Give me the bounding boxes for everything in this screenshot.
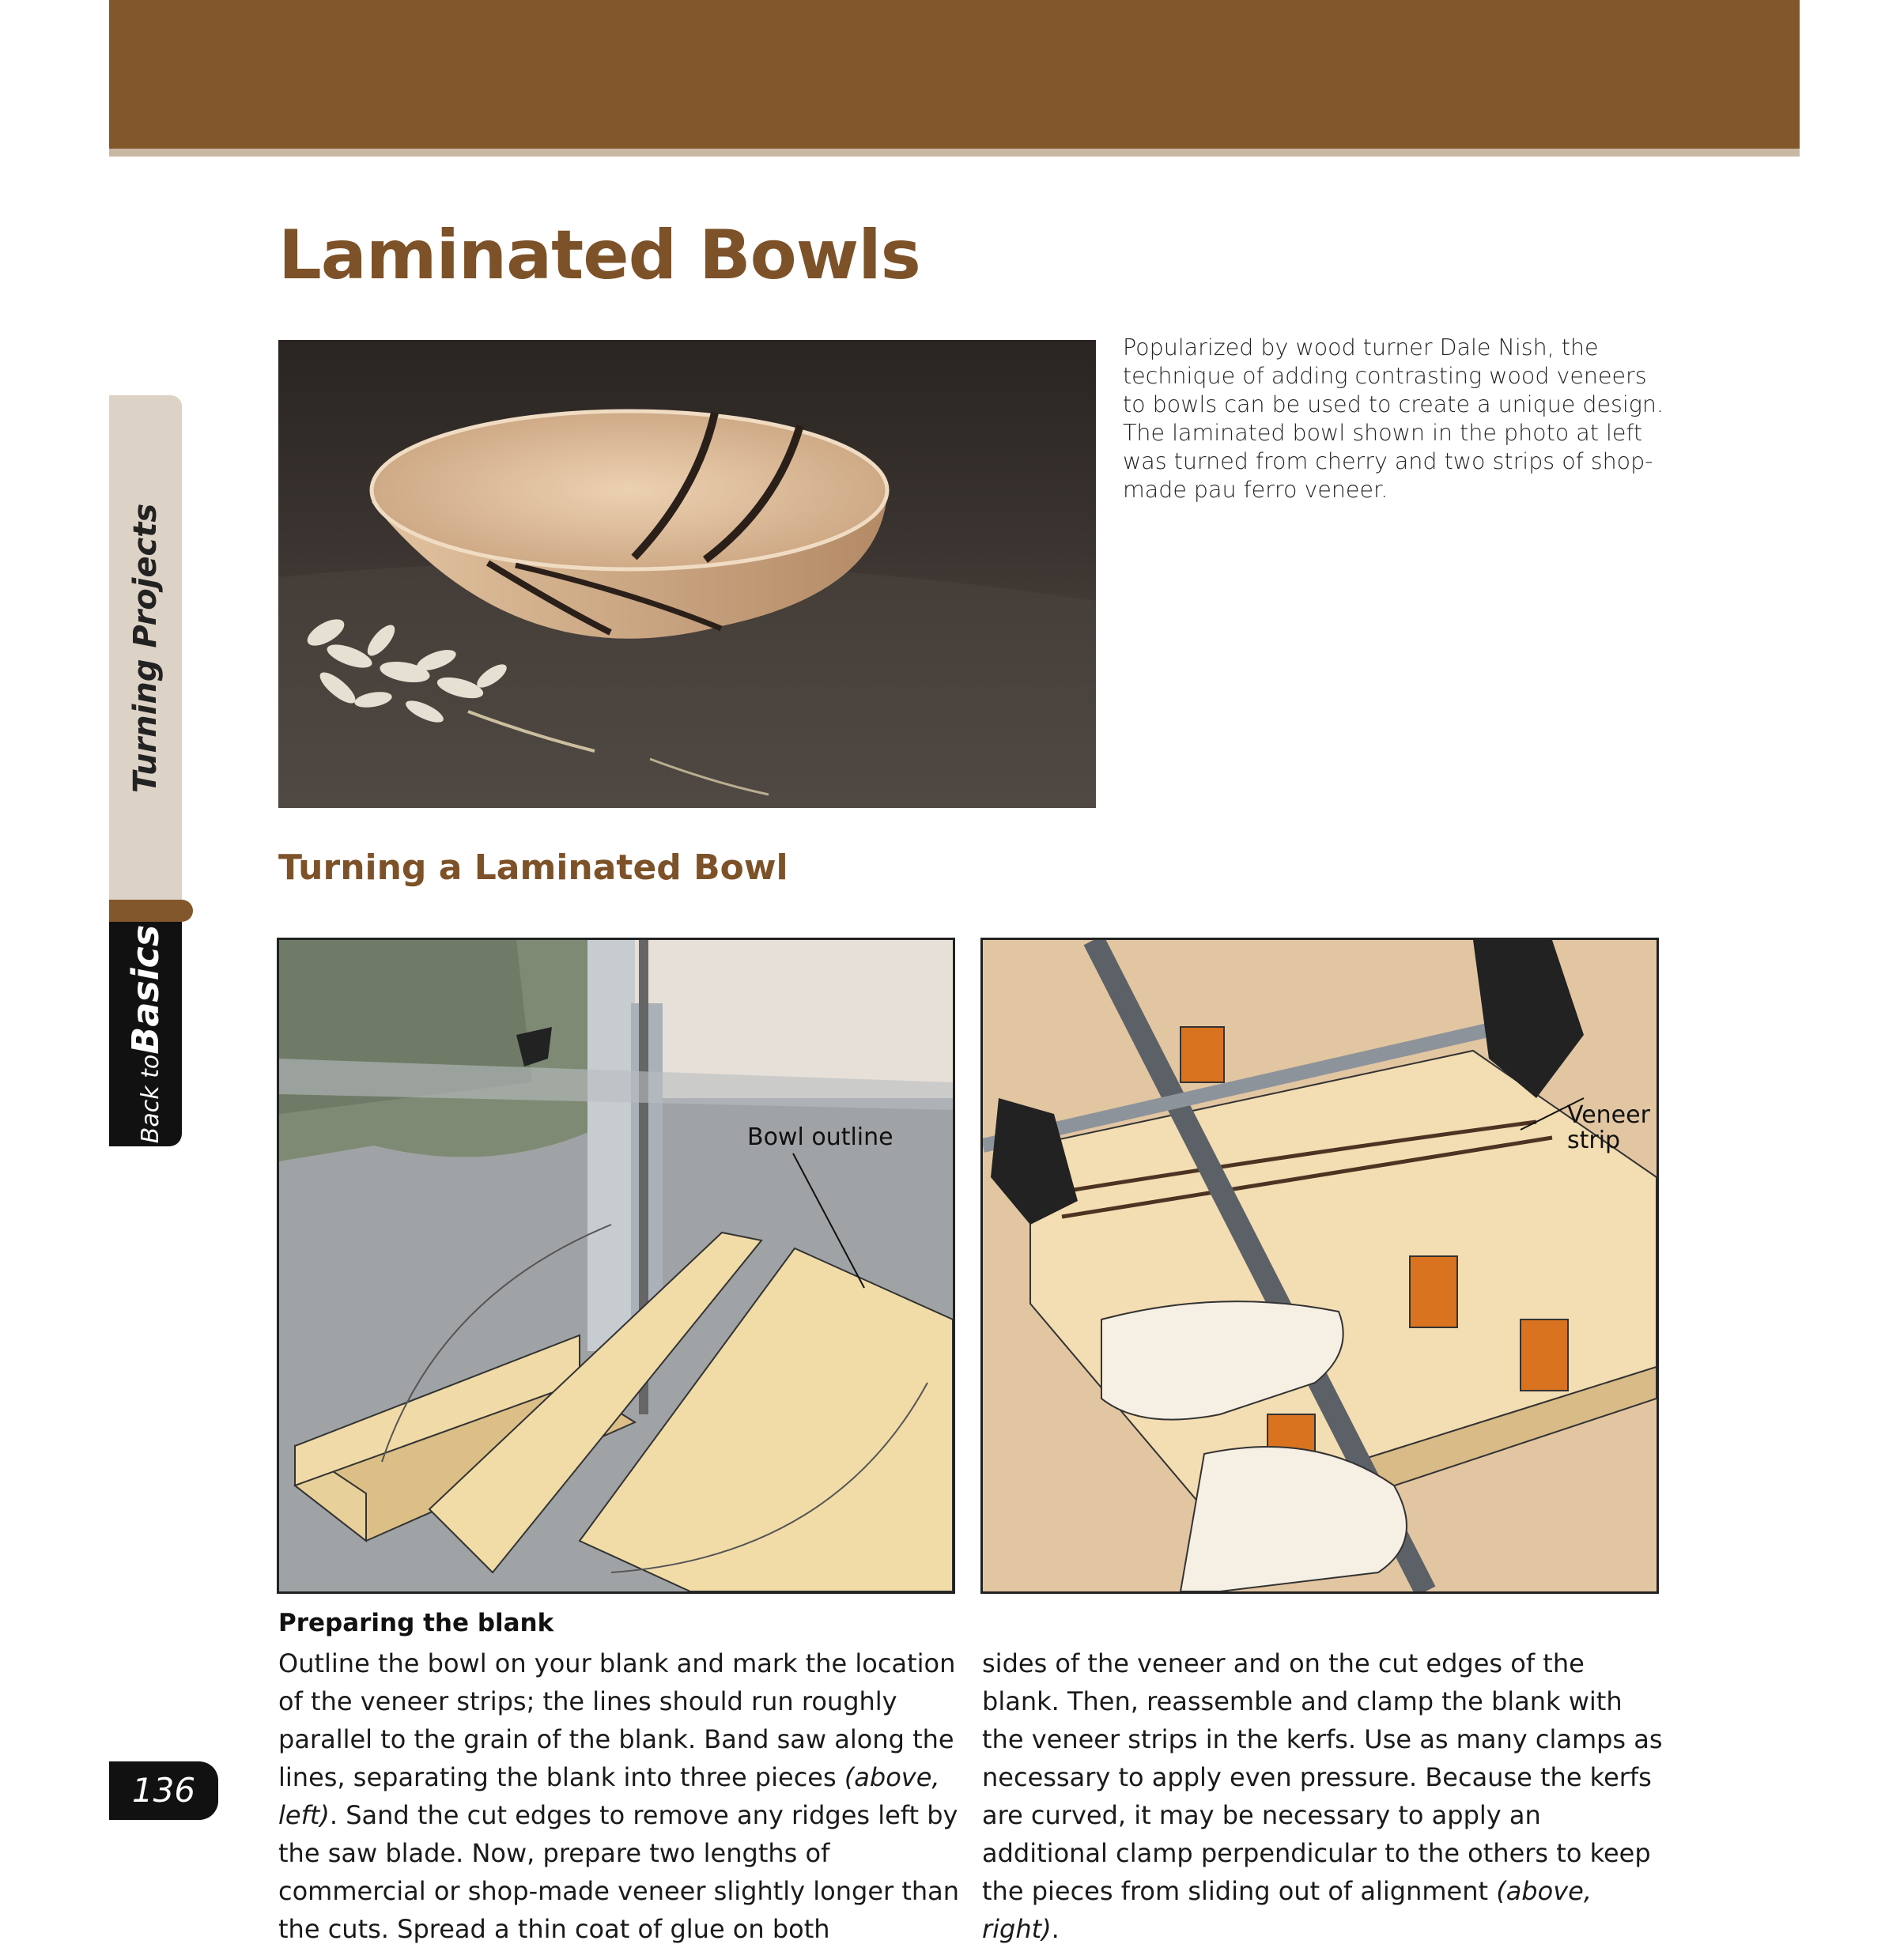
veneer-strip-callout-line2: strip [1567, 1127, 1621, 1154]
page-title: Laminated Bowls [278, 216, 920, 295]
chapter-tab-label: Turning Projects [127, 503, 164, 794]
caption-left-part2: . Sand the cut edges to remove any ridges left by the saw blade. Now, prepare two lengths of commercial or shop-made veneer slightly longer than the cuts. Spread a thin coat of glue on both [278, 1800, 960, 1944]
bowl-outline-callout: Bowl outline [747, 1123, 893, 1151]
caption-heading: Preparing the blank [278, 1609, 554, 1637]
veneer-strip-callout [1567, 1103, 1650, 1153]
caption-right-reference: (above, right) [982, 1876, 1592, 1944]
bowl-photo [278, 340, 1096, 808]
bandsaw-illustration [277, 938, 955, 1594]
header-rule [109, 149, 1800, 157]
caption-left-reference: (above, left) [278, 1762, 940, 1830]
header-band [109, 0, 1800, 149]
clamping-illustration [980, 938, 1659, 1594]
caption-text-right [982, 1644, 1667, 1948]
brand-logo-small: Back to [137, 1054, 164, 1144]
caption-left-part1: Outline the bowl on your blank and mark the location of the veneer strips; the lines should run roughly parallel to the grain of the blank. Band saw along the lines, separating the blank into three pieces [278, 1648, 956, 1792]
caption-right-part1: sides of the veneer and on the cut edges of the blank. Then, reassemble and clamp the blank with the veneer strips in the kerfs. Use as many clamps as necessary to apply even pressure. Because the kerfs are curved, it may be necessary to apply an additional clamp perpendicular to the others to keep the pieces from sliding out of alignment [982, 1648, 1663, 1906]
intro-paragraph: Popularized by wood turner Dale Nish, the technique of adding contrasting wood veneers to bowls can be used to create a unique design. The laminated bowl shown in the photo at left was turned from cherry and two strips of shop-made pau ferro veneer. [1123, 334, 1664, 503]
veneer-strip-callout-line1: Veneer [1567, 1101, 1650, 1129]
caption-text-left [278, 1644, 963, 1948]
caption-right-part2: . [1051, 1914, 1060, 1944]
chapter-tab-bar [109, 900, 193, 922]
brand-logo-big: Basics [124, 924, 167, 1055]
page-number: 136 [109, 1761, 218, 1820]
section-heading: Turning a Laminated Bowl [278, 848, 788, 888]
brand-logo [124, 925, 167, 1143]
